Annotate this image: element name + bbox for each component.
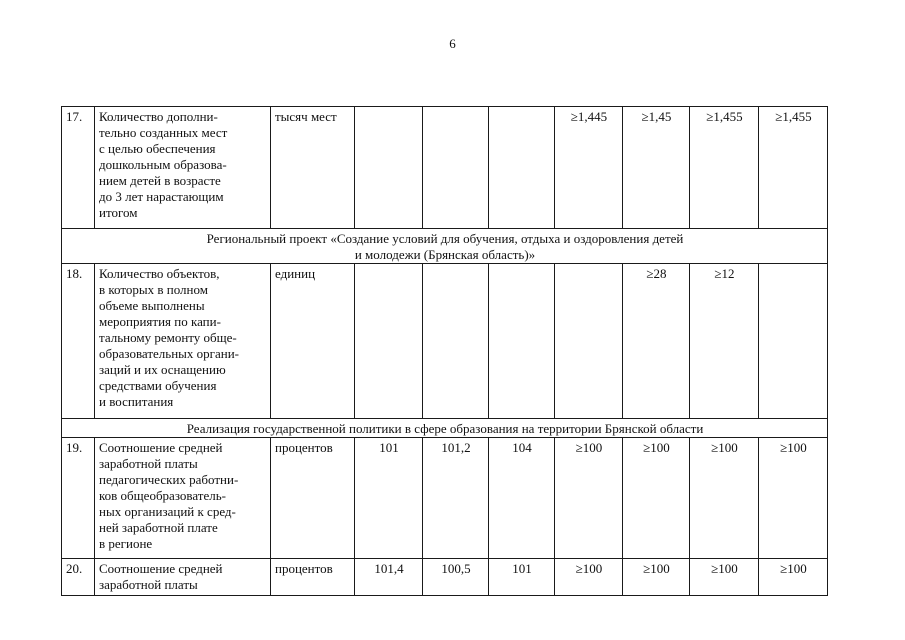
unit-cell: тысяч мест [271, 107, 355, 229]
value-cell [489, 107, 555, 229]
table-row [62, 438, 828, 559]
value-cell [423, 107, 489, 229]
row-number: 19. [62, 438, 95, 559]
value-cell: ≥100 [555, 438, 623, 559]
value-cell [355, 264, 423, 419]
value-cell [355, 107, 423, 229]
value-cell: 100,5 [423, 559, 489, 596]
value-cell: ≥100 [759, 438, 828, 559]
section-row [62, 229, 828, 264]
section-row [62, 419, 828, 438]
value-cell: ≥100 [690, 559, 759, 596]
value-cell [555, 264, 623, 419]
table-row [62, 264, 828, 419]
value-cell [423, 264, 489, 419]
value-cell: ≥100 [690, 438, 759, 559]
value-cell: 101,2 [423, 438, 489, 559]
value-cell [489, 264, 555, 419]
value-cell: 104 [489, 438, 555, 559]
value-cell: ≥1,455 [690, 107, 759, 229]
indicator-name: Соотношение средней заработной платы педагогических работни- ков общеобразователь- ных организаций к сред- ней заработной плате в регионе [95, 438, 271, 559]
row-number: 20. [62, 559, 95, 596]
value-cell: 101 [355, 438, 423, 559]
value-cell: ≥100 [623, 559, 690, 596]
page-number: 6 [449, 36, 456, 51]
value-cell: ≥28 [623, 264, 690, 419]
indicator-name: Количество объектов, в которых в полном объеме выполнены мероприятия по капи- тальному ремонту обще- образовательных органи- заций и их оснащению средствами обучения и воспитания [95, 264, 271, 419]
value-cell: 101,4 [355, 559, 423, 596]
indicator-name: Соотношение средней заработной платы [95, 559, 271, 596]
unit-cell: процентов [271, 438, 355, 559]
value-cell: ≥100 [555, 559, 623, 596]
value-cell: ≥1,445 [555, 107, 623, 229]
value-cell: ≥12 [690, 264, 759, 419]
value-cell: ≥100 [759, 559, 828, 596]
row-number: 17. [62, 107, 95, 229]
table-row [62, 559, 828, 596]
section-title: Региональный проект «Создание условий для обучения, отдыха и оздоровления детей и молодежи (Брянская область)» [62, 229, 828, 264]
value-cell: ≥1,455 [759, 107, 828, 229]
unit-cell: процентов [271, 559, 355, 596]
table-row [62, 107, 828, 229]
section-title: Реализация государственной политики в сфере образования на территории Брянской области [62, 419, 828, 438]
value-cell [759, 264, 828, 419]
indicator-name: Количество дополни- тельно созданных мест с целью обеспечения дошкольным образова- нием детей в возрасте до 3 лет нарастающим итогом [95, 107, 271, 229]
row-number: 18. [62, 264, 95, 419]
indicator-table [61, 106, 828, 596]
value-cell: ≥1,45 [623, 107, 690, 229]
value-cell: 101 [489, 559, 555, 596]
unit-cell: единиц [271, 264, 355, 419]
value-cell: ≥100 [623, 438, 690, 559]
